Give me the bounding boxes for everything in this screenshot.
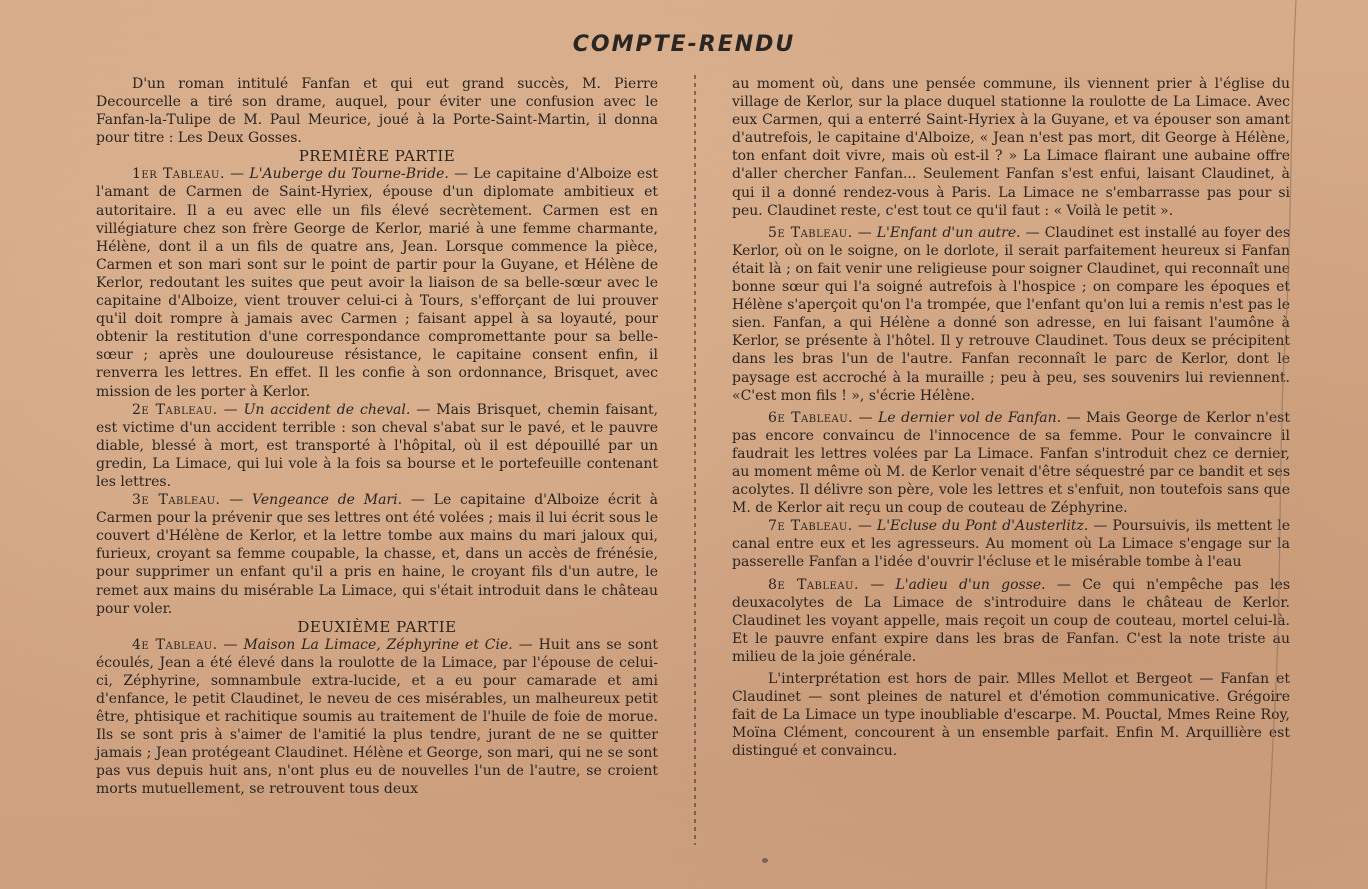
tableau-6-title: Le dernier vol de Fanfan. (878, 409, 1062, 426)
tableau-5-label: 5e Tableau. (768, 224, 853, 241)
tableau-3-title: Vengeance de Mari. (252, 492, 403, 509)
left-column (96, 75, 658, 799)
tableau-8-text: Ce qui n'empêche pas les deuxacolytes de La Limace de s'introduire dans le château de Kerlor. Claudinet les voyant appelle, mais reçoit un coup de couteau, mortel celui-là. Et le pauvre enfant expire dans les bras de Fanfan. C'est la note triste au milieu de la joie générale. (732, 576, 1290, 665)
tableau-2-title: Un accident de cheval. (243, 401, 411, 418)
tableau-6-paragraph: 6e Tableau. — Le dernier vol de Fanfan. — Mais George de Kerlor n'est pas encore convaincu de l'innocence de sa femme. Pour le convaincre il faudrait les lettres volées par La Limace. Fanfan s'introduit chez ce dernier, au moment même où M. de Kerlor venait d'être séquestré par ce bandit et ses acolytes. Il délivre son père, vole les lettres et s'enfuit, non toutefois sans que M. de Kerlor ait reçu un coup de couteau de Zéphyrine. (732, 409, 1290, 517)
tableau-7-paragraph: 7e Tableau. — L'Ecluse du Pont d'Austerlitz. — Poursuivis, ils mettent le canal entre eux et les agresseurs. Au moment où La Limace s'engage sur la passerelle Fanfan a l'idée d'ouvrir l'écluse et le misérable tombe à l'eau (732, 518, 1291, 571)
closing-paragraph: L'interprétation est hors de pair. Mlles Mellot et Bergeot — Fanfan et Claudinet — sont pleines de naturel et d'émotion communicative. Grégoire fait de La Limace un type inoubliable d'escarpe. M. Pouctal, Mmes Reine Roy, Moïna Clément, concourent à un ensemble parfait. Enfin M. Arquillière est distingué et convaincu. (732, 671, 1290, 760)
tableau-3-text: Le capitaine d'Alboize écrit à Carmen pour la prévenir que ses lettres ont été volées ; mais il lui écrit sous le couvert d'Hélène de Kerlor, et la lettre tombe aux mains du mari jaloux qui, furieux, croyant sa femme coupable, la chasse, et, dans un accès de frénésie, pour supprimer un enfant qu'il a pris en haine, le croyant fils d'un autre, le remet aux mains du misérable La Limace, qui s'était introduit dans le château pour voler. (96, 492, 658, 617)
tableau-1-label: 1er Tableau. (132, 166, 225, 183)
tableau-2-label: 2e Tableau. (132, 401, 218, 418)
continuation-paragraph: au moment où, dans une pensée commune, ils viennent prier à l'église du village de Kerlor, sur la place duquel stationne la roulotte de La Limace. Avec eux Carmen, qui a enterré Saint-Hyriex à la Guyane, et va épouser son amant d'autrefois, le capitaine d'Alboize, « Jean n'est pas mort, dit George à Hélène, ton enfant doit vivre, mais où est-il ? » La Limace flairant une aubaine offre d'aller chercher Fanfan... Seulement Fanfan s'est enfui, laisant Claudinet, à qui il a donné rendez-vous à Paris. La Limace ne s'embarrasse pas pour si peu. Claudinet reste, c'est tout ce qu'il faut : « Voilà le petit ». (732, 76, 1290, 219)
part-two-heading: DEUXIÈME PARTIE (297, 617, 457, 636)
tableau-8-label: 8e Tableau. (768, 576, 859, 593)
tableau-4-paragraph: 4e Tableau. — Maison La Limace, Zéphyrine et Cie. — Huit ans se sont écoulés, Jean a été élevé dans la roulotte de la Limace, par l'épouse de celui-ci, Zéphyrine, somnambule extra-lucide, et a eu pour camarade et ami d'enfance, le petit Claudinet, le neveu de ces misérables, un malheureux petit être, phtisique et rachitique soumis au traitement de l'huile de foie de morue. Ils se sont pris à s'aimer de l'amitié la plus tendre, jurant de ne se quitter jamais ; Jean protégeant Claudinet. Hélène et George, son mari, qui ne se sont pas vus depuis huit ans, n'ont plus eu de nouvelles l'un de l'autre, se croient morts mutuellement, se retrouvent tous deux (96, 636, 659, 798)
tableau-7-text: Poursuivis, ils mettent le canal entre eux et les agresseurs. Au moment où La Limace s'engage sur la passerelle Fanfan a l'idée d'ouvrir l'écluse et le misérable tombe à l'eau (732, 518, 1291, 571)
tableau-2-text: Mais Brisquet, chemin faisant, est victime d'un accident terrible : son cheval s'abat sur le pavé, et le pauvre diable, blessé à mort, est transporté à l'hôpital, où il est dépouillé par un gredin, La Limace, qui lui vole à la fois sa bourse et le portefeuille contenant les lettres. (96, 401, 659, 490)
intro-paragraph: D'un roman intitulé Fanfan et qui eut grand succès, M. Pierre Decourcelle a tiré son drame, auquel, pour éviter une confusion avec le Fanfan-la-Tulipe de M. Paul Meurice, joué à la Porte-Saint-Martin, il donna pour titre : Les Deux Gosses. (96, 76, 658, 147)
tableau-1-text: Le capitaine d'Alboize est l'amant de Carmen de Saint-Hyriex, épouse d'un diplomate ambitieux et autoritaire. Il a eu avec elle un fils élevé secrètement. Carmen est en villégiature chez son frère George de Kerlor, marié à une femme charmante, Hélène, dont il a un fils de quatre ans, Jean. Lorsque commence la pièce, Carmen et son mari sont sur le point de partir pour la Guyane, et Hélène de Kerlor, redoutant les suites que peut avoir la liaison de sa belle-sœur avec le capitaine d'Alboize, vient trouver celui-ci à Tours, s'efforçant de lui prouver qu'il doit rompre à jamais avec Carmen ; faisant appel à sa loyauté, pour obtenir la restitution d'une correspondance compromettante pour sa belle-sœur ; après une douloureuse résistance, le capitaine consent enfin, il renverra les lettres. En effet. Il les confie à son ordonnance, Brisquet, avec mission de les porter à Kerlor. (96, 166, 659, 400)
tableau-4-title: Maison La Limace, Zéphyrine et Cie. (243, 636, 513, 653)
paper-fold-crease (1262, 0, 1302, 889)
tableau-5-paragraph: 5e Tableau. — L'Enfant d'un autre. — Claudinet est installé au foyer des Kerlor, où on le soigne, on le dorlote, il serait parfaitement heureux si Fanfan était là ; on fait venir une religieuse pour soigner Claudinet, qui reconnaît une bonne sœur qui l'a soigné autrefois à l'hospice ; on compare les époques et Hélène s'aperçoit qu'on l'a trompée, que l'enfant qu'on lui a remis n'est pas le sien. Fanfan, a qui Hélène a donné son adresse, en lui faisant l'aumône à Kerlor, se présente à l'hôtel. Il y retrouve Claudinet. Tous deux se précipitent dans les bras l'un de l'autre. Fanfan reconnaît le parc de Kerlor, dont le paysage est accroché à la muraille ; peu à peu, ses souvenirs lui reviennent. «C'est mon fils ! », s'écrie Hélène. (732, 224, 1291, 404)
tableau-1-paragraph: 1er Tableau. — L'Auberge du Tourne-Bride. — Le capitaine d'Alboize est l'amant de Carmen de Saint-Hyriex, épouse d'un diplomate ambitieux et autoritaire. Il a eu avec elle un fils élevé secrètement. Carmen est en villégiature chez son frère George de Kerlor, marié à une femme charmante, Hélène, dont il a un fils de quatre ans, Jean. Lorsque commence la pièce, Carmen et son mari sont sur le point de partir pour la Guyane, et Hélène de Kerlor, redoutant les suites que peut avoir la liaison de sa belle-sœur avec le capitaine d'Alboize, vient trouver celui-ci à Tours, s'efforçant de lui prouver qu'il doit rompre à jamais avec Carmen ; faisant appel à sa loyauté, pour obtenir la restitution d'une correspondance compromettante pour sa belle-sœur ; après une douloureuse résistance, le capitaine consent enfin, il renverra les lettres. En effet. Il les confie à son ordonnance, Brisquet, avec mission de les porter à Kerlor. (96, 166, 659, 400)
page-title: COMPTE-RENDU (572, 32, 796, 57)
tableau-5-text: Claudinet est installé au foyer des Kerlor, où on le soigne, on le dorlote, il serait parfaitement heureux si Fanfan était là ; on fait venir une religieuse pour soigner Claudinet, qui reconnaît une bonne sœur qui l'a soigné autrefois à l'hospice ; on compare les époques et Hélène s'aperçoit qu'on l'a trompée, que l'enfant qu'on lui a remis n'est pas le sien. Fanfan, a qui Hélène a donné son adresse, en lui faisant l'aumône à Kerlor, se présente à l'hôtel. Il y retrouve Claudinet. Tous deux se précipitent dans les bras l'un de l'autre. Fanfan reconnaît le parc de Kerlor, dont le paysage est accroché à la muraille ; peu à peu, ses souvenirs lui reviennent. «C'est mon fils ! », s'écrie Hélène. (732, 224, 1291, 404)
tableau-8-title: L'adieu d'un gosse. (895, 576, 1046, 593)
tableau-3-paragraph: 3e Tableau. — Vengeance de Mari. — Le capitaine d'Alboize écrit à Carmen pour la prévenir que ses lettres ont été volées ; mais il lui écrit sous le couvert d'Hélène de Kerlor, et la lettre tombe aux mains du mari jaloux qui, furieux, croyant sa femme coupable, la chasse, et, dans un accès de frénésie, pour supprimer un enfant qu'il a pris en haine, le croyant fils d'un autre, le remet aux mains du misérable La Limace, qui s'était introduit dans le château pour voler. (96, 492, 658, 617)
right-column (732, 75, 1290, 760)
tableau-7-label: 7e Tableau. (768, 518, 853, 535)
tableau-7-title: L'Ecluse du Pont d'Austerlitz. (876, 518, 1089, 535)
tableau-5-title: L'Enfant d'un autre. (876, 224, 1021, 241)
tableau-6-text: Mais George de Kerlor n'est pas encore convaincu de l'innocence de sa femme. Pour le convaincre il faudrait les lettres volées par La Limace. Fanfan s'introduit chez ce dernier, au moment même où M. de Kerlor venait d'être séquestré par ce bandit et ses acolytes. Il délivre son père, vole les lettres et s'enfuit, non toutefois sans que M. de Kerlor ait reçu un coup de couteau de Zéphyrine. (732, 409, 1290, 517)
column-divider (694, 75, 696, 845)
tableau-1-title: L'Auberge du Tourne-Bride. (249, 166, 449, 183)
tableau-8-paragraph: 8e Tableau. — L'adieu d'un gosse. — Ce qui n'empêche pas les deuxacolytes de La Limace de s'introduire dans le château de Kerlor. Claudinet les voyant appelle, mais reçoit un coup de couteau, mortel celui-là. Et le pauvre enfant expire dans les bras de Fanfan. C'est la note triste au milieu de la joie générale. (732, 576, 1290, 665)
tableau-3-label: 3e Tableau. (132, 492, 221, 509)
tableau-2-paragraph: 2e Tableau. — Un accident de cheval. — Mais Brisquet, chemin faisant, est victime d'un accident terrible : son cheval s'abat sur le pavé, et le pauvre diable, blessé à mort, est transporté à l'hôpital, où il est dépouillé par un gredin, La Limace, qui lui vole à la fois sa bourse et le portefeuille contenant les lettres. (96, 401, 659, 490)
tableau-4-text: Huit ans se sont écoulés, Jean a été élevé dans la roulotte de la Limace, par l'épouse de celui-ci, Zéphyrine, somnambule extra-lucide, et a eu pour camarade et ami d'enfance, le petit Claudinet, le neveu de ces misérables, un malheureux petit être, phtisique et rachitique soumis au traitement de l'huile de foie de morue. Ils se sont pris à s'aimer de l'amitié la plus tendre, jurant de ne se quitter jamais ; Jean protégeant Claudinet. Hélène et George, son mari, qui ne se sont pas vus depuis huit ans, n'ont plus eu de nouvelles l'un de l'autre, se croient morts mutuellement, se retrouvent tous deux (96, 636, 659, 798)
paper-spot (762, 858, 768, 863)
part-one-heading: PREMIÈRE PARTIE (298, 147, 456, 166)
tableau-6-label: 6e Tableau. (768, 409, 854, 426)
tableau-4-label: 4e Tableau. (132, 636, 218, 653)
